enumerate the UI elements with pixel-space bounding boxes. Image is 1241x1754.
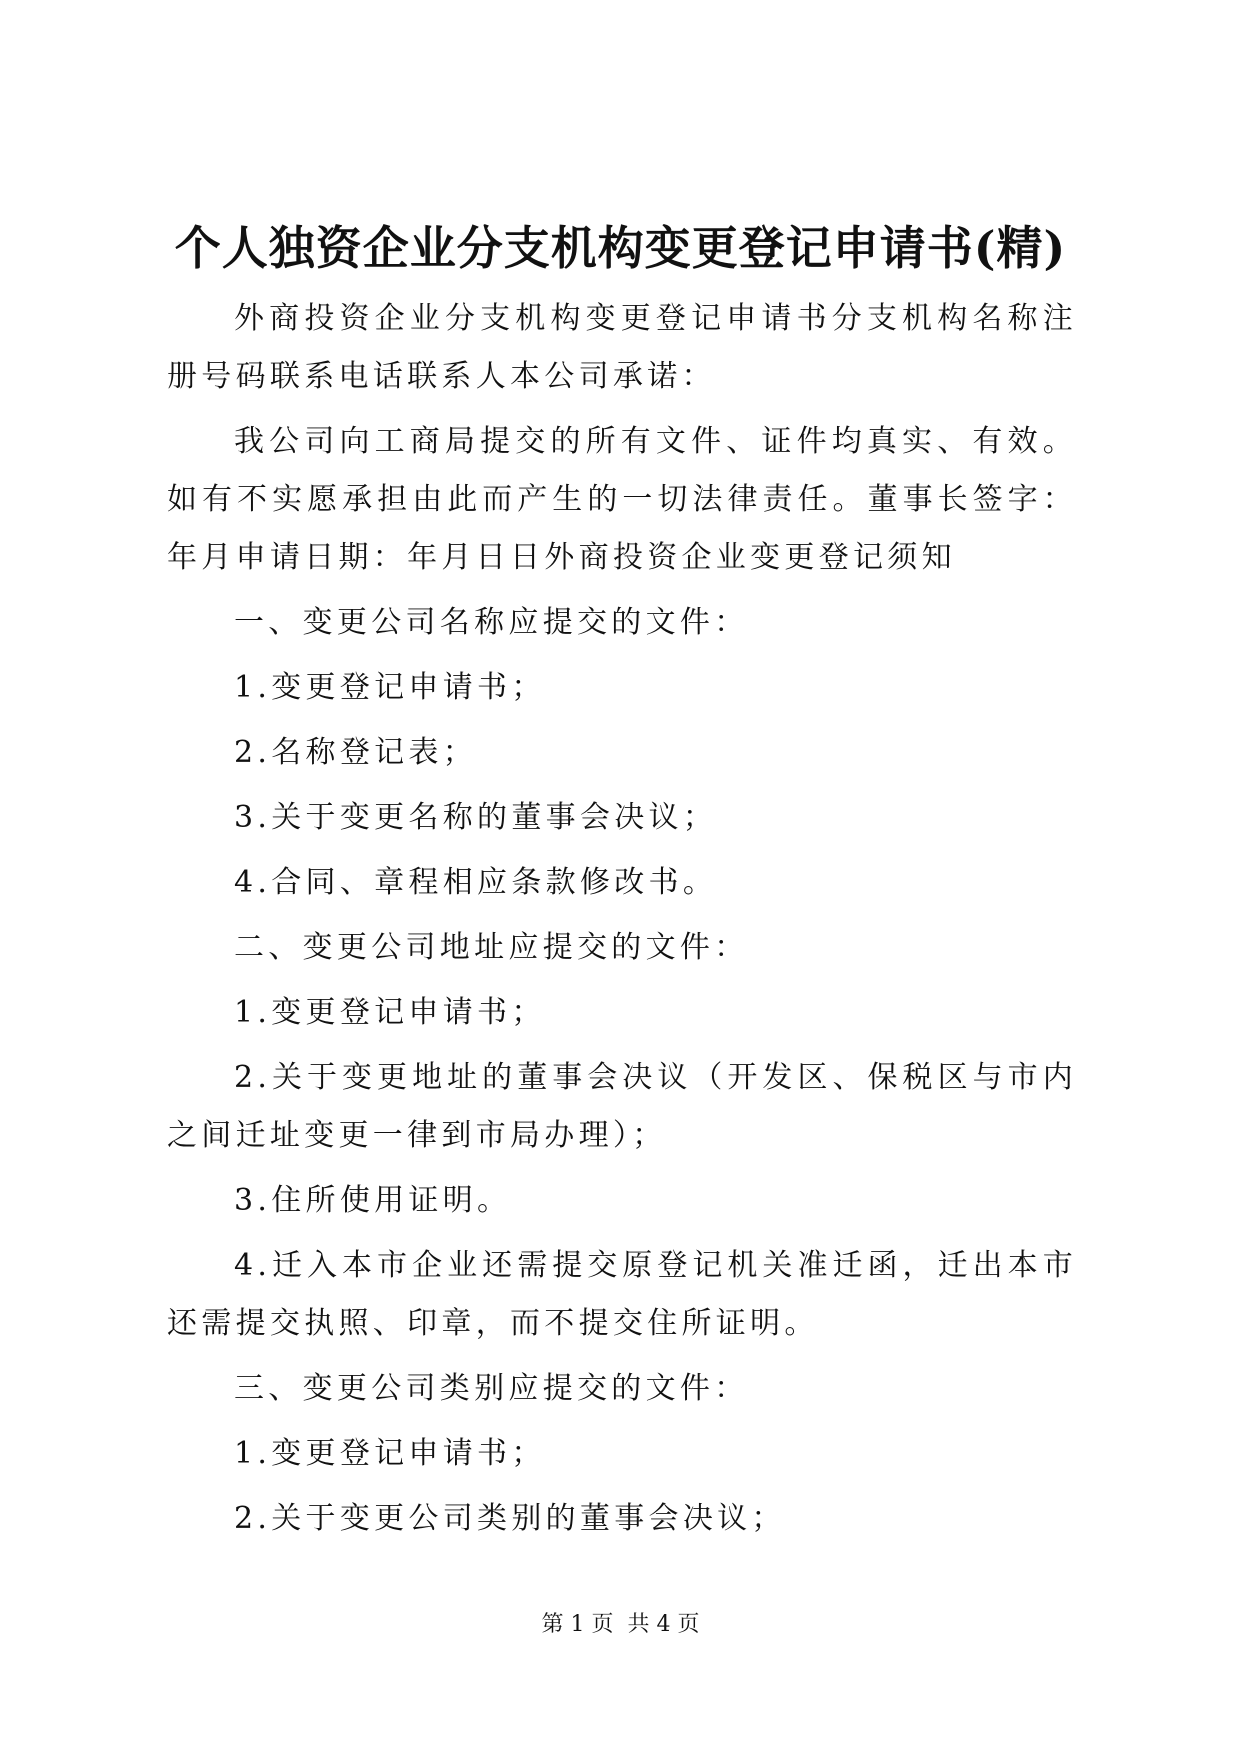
list-item: 1.变更登记申请书； (234, 995, 546, 1030)
section-heading-name-change: 一、变更公司名称应提交的文件： (234, 605, 749, 640)
list-item: 1.变更登记申请书； (234, 1436, 546, 1471)
document-body (167, 290, 1077, 1555)
list-item: 3.关于变更名称的董事会决议； (234, 800, 718, 835)
list-item: 3.住所使用证明。 (234, 1183, 512, 1218)
list-item: 4.合同、章程相应条款修改书。 (234, 865, 718, 900)
document-title: 个人独资企业分支机构变更登记申请书(精) (174, 221, 1067, 275)
paragraph-commitment: 我公司向工商局提交的所有文件、证件均真实、有效。如有不实愿承担由此而产生的一切法律责任。董事长签字：年月申请日期：年月日日外商投资企业变更登记须知 (167, 424, 1077, 575)
list-item: 2.关于变更地址的董事会决议（开发区、保税区与市内之间迁址变更一律到市局办理）； (167, 1060, 1077, 1153)
list-item: 2.名称登记表； (234, 735, 478, 770)
section-heading-type-change: 三、变更公司类别应提交的文件： (234, 1371, 749, 1406)
page-footer: 第 1 页 共 4 页 (541, 1612, 700, 1637)
paragraph-intro: 外商投资企业分支机构变更登记申请书分支机构名称注册号码联系电话联系人本公司承诺： (167, 301, 1077, 394)
list-item: 1.变更登记申请书； (234, 670, 546, 705)
list-item: 2.关于变更公司类别的董事会决议； (234, 1501, 786, 1536)
section-heading-address-change: 二、变更公司地址应提交的文件： (234, 930, 749, 965)
list-item: 4.迁入本市企业还需提交原登记机关准迁函，迁出本市还需提交执照、印章，而不提交住所证明。 (167, 1248, 1077, 1341)
